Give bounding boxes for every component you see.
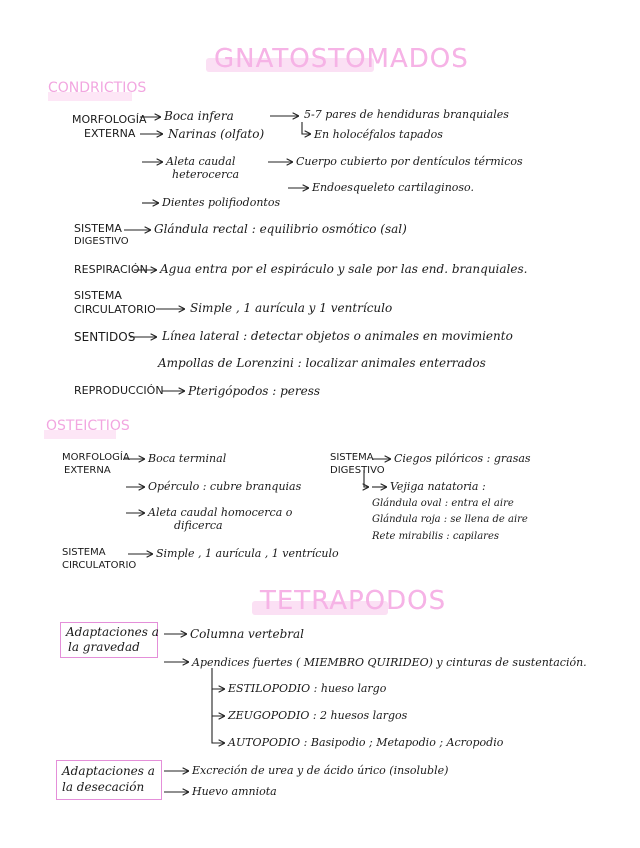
page-title: GNATOSTOMADOS xyxy=(214,44,469,74)
text-narinas: Narinas (olfato) xyxy=(168,127,265,141)
text-la-desecacion: la desecación xyxy=(62,780,145,794)
text-columna: Columna vertebral xyxy=(190,627,304,641)
arrow-vejiga-link xyxy=(364,470,368,487)
label-sistema-circ-o: SISTEMA xyxy=(62,547,106,558)
text-excrecion: Excreción de urea y de ácido úrico (insoluble) xyxy=(192,764,449,777)
text-glandula-oval: Glándula oval : entra el aire xyxy=(372,498,514,509)
label-sistema-dig-o: SISTEMA xyxy=(330,452,374,463)
arrow-estilopodio xyxy=(212,668,224,689)
text-adaptaciones-a-2: Adaptaciones a xyxy=(62,764,155,778)
text-ampollas: Ampollas de Lorenzini : localizar animales enterrados xyxy=(158,356,486,370)
text-circulatorio: Simple , 1 aurícula y 1 ventrículo xyxy=(190,301,393,315)
arrow-zeugopodio xyxy=(212,689,224,716)
label-circulatorio: CIRCULATORIO xyxy=(74,303,156,316)
text-endoesqueleto: Endoesqueleto cartilaginoso. xyxy=(312,181,474,194)
label-externa-o: EXTERNA xyxy=(64,465,111,476)
text-la-gravedad: la gravedad xyxy=(68,640,140,654)
label-morfologia: MORFOLOGÍA xyxy=(72,113,147,126)
label-reproduccion: REPRODUCCIÓN xyxy=(74,384,164,397)
text-reproduccion: Pterigópodos : peress xyxy=(188,384,321,398)
section-heading-osteictios: OSTEICTIOS xyxy=(46,418,130,434)
text-rete-mirabilis: Rete mirabilis : capilares xyxy=(372,531,499,542)
text-zeugopodio: ZEUGOPODIO : 2 huesos largos xyxy=(228,709,408,722)
label-digestivo-o: DIGESTIVO xyxy=(330,465,385,476)
section-title-tetrapodos: TETRAPODOS xyxy=(260,586,447,616)
text-branquiales: 5-7 pares de hendiduras branquiales xyxy=(304,108,509,121)
section-heading-condrictios: CONDRICTIOS xyxy=(48,80,147,96)
text-holocefalos: En holocéfalos tapados xyxy=(314,128,443,141)
text-apendices: Apendices fuertes ( MIEMBRO QUIRIDEO) y cinturas de sustentación. xyxy=(192,656,587,669)
label-sistema: SISTEMA xyxy=(74,222,122,235)
text-boca: Boca infera xyxy=(164,109,234,123)
label-externa: EXTERNA xyxy=(84,127,136,140)
text-dientes: Dientes polifiodontos xyxy=(162,196,281,209)
text-boca-terminal: Boca terminal xyxy=(148,452,227,465)
text-respiracion: Agua entra por el espiráculo y sale por las end. branquiales. xyxy=(160,262,528,276)
label-sistema-circ: SISTEMA xyxy=(74,289,122,302)
text-vejiga: Vejiga natatoria : xyxy=(390,480,486,493)
arrow-autopodio xyxy=(212,716,224,743)
text-ciegos: Ciegos pilóricos : grasas xyxy=(394,452,531,465)
text-huevo-amniota: Huevo amniota xyxy=(192,785,277,798)
label-circulatorio-o: CIRCULATORIO xyxy=(62,560,137,571)
text-glandula-roja: Glándula roja : se llena de aire xyxy=(372,514,528,525)
text-dificerca: dificerca xyxy=(174,519,223,532)
text-aleta-o: Aleta caudal homocerca o xyxy=(148,506,293,519)
text-adaptaciones-a: Adaptaciones a xyxy=(66,625,159,639)
text-aleta: Aleta caudal xyxy=(166,155,236,168)
arrow-holocefalos xyxy=(302,122,310,134)
text-glandula-rectal: Glándula rectal : equilibrio osmótico (sal) xyxy=(154,222,407,236)
text-heterocerca: heterocerca xyxy=(172,168,240,181)
text-autopodio: AUTOPODIO : Basipodio ; Metapodio ; Acropodio xyxy=(228,736,504,749)
label-digestivo: DIGESTIVO xyxy=(74,236,129,247)
text-cuerpo: Cuerpo cubierto por dentículos térmicos xyxy=(296,155,523,168)
text-estilopodio: ESTILOPODIO : hueso largo xyxy=(228,682,387,695)
text-linea-lateral: Línea lateral : detectar objetos o animales en movimiento xyxy=(162,329,513,343)
text-operculo: Opérculo : cubre branquias xyxy=(148,480,302,493)
label-respiracion: RESPIRACIÓN xyxy=(74,263,148,276)
label-sentidos: SENTIDOS xyxy=(74,330,136,344)
text-circulatorio-o: Simple , 1 aurícula , 1 ventrículo xyxy=(156,547,339,560)
label-morfologia-o: MORFOLOGÍA xyxy=(62,452,130,463)
